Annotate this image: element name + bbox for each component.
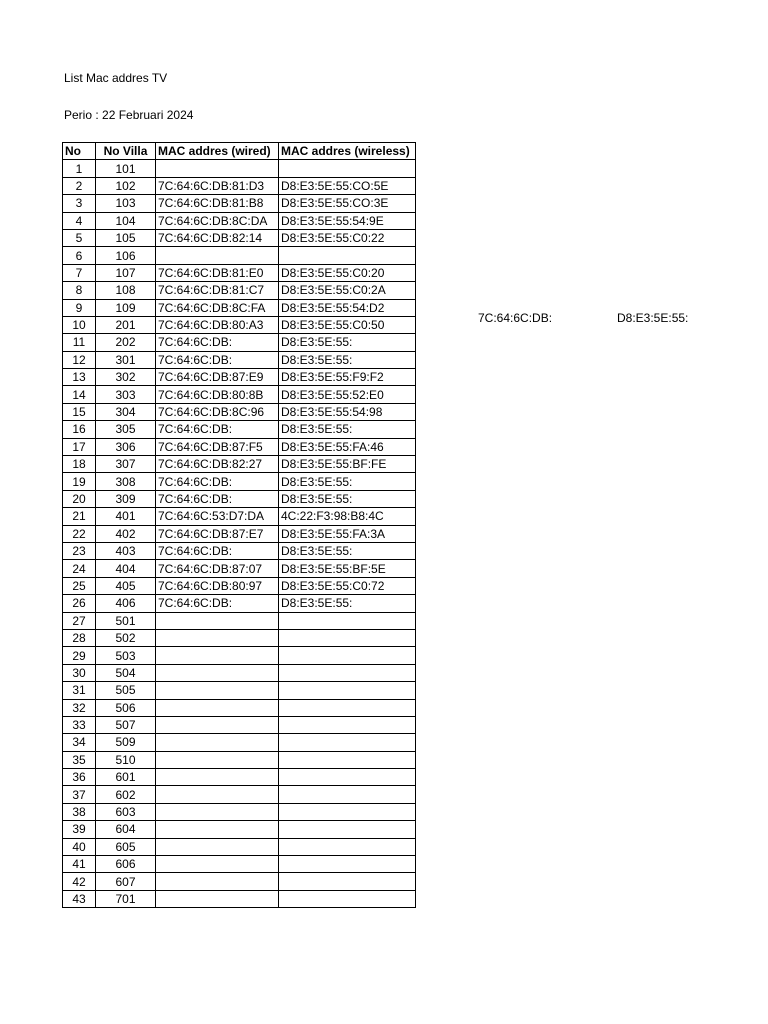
cell-wireless-mac [279, 647, 416, 664]
cell-villa: 302 [96, 369, 156, 386]
table-row [63, 490, 416, 507]
cell-wired-mac: 7C:64:6C:DB:8C:DA [156, 212, 279, 229]
cell-no: 20 [63, 490, 96, 507]
cell-wired-mac: 7C:64:6C:DB:8C:FA [156, 299, 279, 316]
cell-no: 2 [63, 177, 96, 194]
cell-villa: 305 [96, 421, 156, 438]
cell-wireless-mac: D8:E3:5E:55: [279, 421, 416, 438]
cell-wired-mac: 7C:64:6C:DB:81:B8 [156, 195, 279, 212]
cell-villa: 306 [96, 438, 156, 455]
table-row [63, 682, 416, 699]
cell-wireless-mac [279, 160, 416, 177]
table-row [63, 195, 416, 212]
cell-villa: 602 [96, 786, 156, 803]
cell-wired-mac: 7C:64:6C:DB: [156, 351, 279, 368]
table-row [63, 769, 416, 786]
cell-wired-mac [156, 838, 279, 855]
cell-wireless-mac [279, 734, 416, 751]
cell-wired-mac [156, 873, 279, 890]
cell-villa: 503 [96, 647, 156, 664]
cell-wired-mac: 7C:64:6C:DB: [156, 334, 279, 351]
cell-wired-mac: 7C:64:6C:DB:8C:96 [156, 403, 279, 420]
table-row [63, 386, 416, 403]
cell-wired-mac: 7C:64:6C:DB:87:F5 [156, 438, 279, 455]
cell-villa: 501 [96, 612, 156, 629]
cell-villa: 109 [96, 299, 156, 316]
cell-villa: 105 [96, 229, 156, 246]
cell-wireless-mac [279, 664, 416, 681]
table-row [63, 577, 416, 594]
table-row [63, 264, 416, 281]
table-row [63, 160, 416, 177]
cell-wireless-mac: 4C:22:F3:98:B8:4C [279, 508, 416, 525]
cell-wireless-mac [279, 873, 416, 890]
cell-wired-mac [156, 786, 279, 803]
cell-villa: 404 [96, 560, 156, 577]
table-row [63, 595, 416, 612]
table-row [63, 821, 416, 838]
cell-villa: 304 [96, 403, 156, 420]
cell-no: 3 [63, 195, 96, 212]
cell-wireless-mac [279, 247, 416, 264]
cell-wired-mac: 7C:64:6C:DB: [156, 542, 279, 559]
cell-no: 1 [63, 160, 96, 177]
cell-villa: 504 [96, 664, 156, 681]
table-row [63, 508, 416, 525]
table-header-row [63, 143, 416, 160]
cell-no: 18 [63, 456, 96, 473]
table-row [63, 560, 416, 577]
cell-no: 7 [63, 264, 96, 281]
cell-wired-mac: 7C:64:6C:DB:87:E7 [156, 525, 279, 542]
cell-villa: 309 [96, 490, 156, 507]
cell-villa: 506 [96, 699, 156, 716]
document-period: Perio : 22 Februari 2024 [64, 108, 194, 122]
cell-wired-mac [156, 734, 279, 751]
table-row [63, 890, 416, 907]
table-row [63, 699, 416, 716]
table-row [63, 229, 416, 246]
cell-wireless-mac: D8:E3:5E:55:C0:2A [279, 282, 416, 299]
cell-no: 39 [63, 821, 96, 838]
cell-no: 17 [63, 438, 96, 455]
cell-villa: 106 [96, 247, 156, 264]
cell-villa: 201 [96, 316, 156, 333]
cell-wireless-mac: D8:E3:5E:55:CO:3E [279, 195, 416, 212]
cell-no: 8 [63, 282, 96, 299]
cell-wireless-mac: D8:E3:5E:55: [279, 473, 416, 490]
table-row [63, 282, 416, 299]
side-note-wireless-prefix: D8:E3:5E:55: [617, 311, 689, 325]
cell-no: 21 [63, 508, 96, 525]
table-row [63, 838, 416, 855]
cell-wireless-mac [279, 838, 416, 855]
table-row [63, 421, 416, 438]
table-row [63, 629, 416, 646]
cell-wireless-mac [279, 716, 416, 733]
table-row [63, 751, 416, 768]
cell-wired-mac [156, 664, 279, 681]
cell-villa: 601 [96, 769, 156, 786]
table-row [63, 247, 416, 264]
cell-villa: 308 [96, 473, 156, 490]
cell-wireless-mac [279, 890, 416, 907]
cell-wireless-mac: D8:E3:5E:55:FA:3A [279, 525, 416, 542]
cell-no: 5 [63, 229, 96, 246]
cell-no: 33 [63, 716, 96, 733]
cell-wired-mac: 7C:64:6C:DB: [156, 473, 279, 490]
cell-villa: 401 [96, 508, 156, 525]
table-row [63, 212, 416, 229]
cell-wired-mac: 7C:64:6C:DB:81:E0 [156, 264, 279, 281]
table-row [63, 856, 416, 873]
cell-no: 10 [63, 316, 96, 333]
cell-villa: 107 [96, 264, 156, 281]
cell-no: 24 [63, 560, 96, 577]
cell-no: 23 [63, 542, 96, 559]
cell-no: 6 [63, 247, 96, 264]
table-row [63, 664, 416, 681]
cell-villa: 301 [96, 351, 156, 368]
cell-villa: 502 [96, 629, 156, 646]
cell-no: 31 [63, 682, 96, 699]
cell-wired-mac [156, 803, 279, 820]
cell-wireless-mac [279, 699, 416, 716]
cell-wired-mac: 7C:64:6C:DB:80:A3 [156, 316, 279, 333]
cell-wired-mac: 7C:64:6C:DB:81:D3 [156, 177, 279, 194]
cell-no: 35 [63, 751, 96, 768]
cell-wireless-mac [279, 786, 416, 803]
cell-wired-mac [156, 612, 279, 629]
table-row [63, 299, 416, 316]
cell-villa: 307 [96, 456, 156, 473]
cell-villa: 406 [96, 595, 156, 612]
cell-wireless-mac: D8:E3:5E:55:F9:F2 [279, 369, 416, 386]
cell-villa: 604 [96, 821, 156, 838]
cell-no: 30 [63, 664, 96, 681]
table-row [63, 716, 416, 733]
cell-villa: 701 [96, 890, 156, 907]
cell-wired-mac: 7C:64:6C:DB:80:97 [156, 577, 279, 594]
cell-wired-mac [156, 682, 279, 699]
cell-no: 41 [63, 856, 96, 873]
cell-no: 32 [63, 699, 96, 716]
cell-wireless-mac: D8:E3:5E:55: [279, 334, 416, 351]
table-row [63, 873, 416, 890]
cell-no: 28 [63, 629, 96, 646]
cell-wireless-mac: D8:E3:5E:55:54:98 [279, 403, 416, 420]
table-row [63, 351, 416, 368]
cell-villa: 101 [96, 160, 156, 177]
cell-villa: 103 [96, 195, 156, 212]
cell-wireless-mac [279, 769, 416, 786]
mac-address-table [62, 142, 416, 908]
cell-wireless-mac: D8:E3:5E:55:BF:FE [279, 456, 416, 473]
cell-no: 16 [63, 421, 96, 438]
cell-no: 38 [63, 803, 96, 820]
cell-wired-mac [156, 716, 279, 733]
cell-villa: 202 [96, 334, 156, 351]
document-title: List Mac addres TV [64, 71, 168, 85]
cell-no: 13 [63, 369, 96, 386]
cell-wireless-mac [279, 821, 416, 838]
cell-no: 15 [63, 403, 96, 420]
table-row [63, 647, 416, 664]
cell-wired-mac [156, 699, 279, 716]
cell-villa: 607 [96, 873, 156, 890]
table-row [63, 334, 416, 351]
cell-no: 43 [63, 890, 96, 907]
cell-wireless-mac: D8:E3:5E:55: [279, 490, 416, 507]
cell-no: 14 [63, 386, 96, 403]
side-note-wired-prefix: 7C:64:6C:DB: [478, 311, 553, 325]
cell-no: 36 [63, 769, 96, 786]
table-row [63, 369, 416, 386]
cell-villa: 505 [96, 682, 156, 699]
cell-no: 25 [63, 577, 96, 594]
cell-villa: 510 [96, 751, 156, 768]
table-row [63, 403, 416, 420]
cell-villa: 605 [96, 838, 156, 855]
cell-wired-mac: 7C:64:6C:DB:87:E9 [156, 369, 279, 386]
cell-wireless-mac: D8:E3:5E:55: [279, 542, 416, 559]
cell-wired-mac: 7C:64:6C:DB: [156, 595, 279, 612]
table-row [63, 734, 416, 751]
cell-no: 42 [63, 873, 96, 890]
cell-wireless-mac [279, 612, 416, 629]
cell-wired-mac [156, 247, 279, 264]
cell-wired-mac [156, 856, 279, 873]
cell-wired-mac [156, 821, 279, 838]
cell-wired-mac: 7C:64:6C:DB:82:14 [156, 229, 279, 246]
table-row [63, 316, 416, 333]
cell-wired-mac [156, 751, 279, 768]
cell-wired-mac [156, 769, 279, 786]
table-row [63, 803, 416, 820]
table-body [63, 160, 416, 908]
cell-wired-mac [156, 629, 279, 646]
cell-no: 12 [63, 351, 96, 368]
table-row [63, 786, 416, 803]
cell-wireless-mac: D8:E3:5E:55:C0:20 [279, 264, 416, 281]
cell-no: 34 [63, 734, 96, 751]
table-row [63, 177, 416, 194]
cell-wired-mac: 7C:64:6C:53:D7:DA [156, 508, 279, 525]
cell-no: 26 [63, 595, 96, 612]
cell-no: 29 [63, 647, 96, 664]
cell-wired-mac: 7C:64:6C:DB:80:8B [156, 386, 279, 403]
cell-wireless-mac [279, 856, 416, 873]
cell-villa: 102 [96, 177, 156, 194]
cell-no: 22 [63, 525, 96, 542]
table-row [63, 612, 416, 629]
cell-wireless-mac: D8:E3:5E:55:54:9E [279, 212, 416, 229]
cell-villa: 405 [96, 577, 156, 594]
cell-wireless-mac: D8:E3:5E:55:CO:5E [279, 177, 416, 194]
cell-wireless-mac [279, 803, 416, 820]
cell-wireless-mac: D8:E3:5E:55:54:D2 [279, 299, 416, 316]
cell-no: 4 [63, 212, 96, 229]
cell-villa: 606 [96, 856, 156, 873]
table-row [63, 542, 416, 559]
header-wireless-mac: MAC addres (wireless) [279, 143, 416, 160]
cell-no: 37 [63, 786, 96, 803]
cell-wired-mac [156, 647, 279, 664]
table-row [63, 456, 416, 473]
header-villa: No Villa [96, 143, 156, 160]
cell-wireless-mac [279, 629, 416, 646]
cell-wireless-mac [279, 682, 416, 699]
cell-wireless-mac: D8:E3:5E:55: [279, 595, 416, 612]
cell-wireless-mac: D8:E3:5E:55: [279, 351, 416, 368]
cell-wired-mac: 7C:64:6C:DB: [156, 421, 279, 438]
cell-villa: 509 [96, 734, 156, 751]
table-row [63, 525, 416, 542]
cell-wireless-mac: D8:E3:5E:55:C0:50 [279, 316, 416, 333]
table-row [63, 473, 416, 490]
cell-wireless-mac [279, 751, 416, 768]
cell-wired-mac: 7C:64:6C:DB:87:07 [156, 560, 279, 577]
header-no: No [63, 143, 96, 160]
table-row [63, 438, 416, 455]
header-wired-mac: MAC addres (wired) [156, 143, 279, 160]
cell-wired-mac [156, 160, 279, 177]
cell-villa: 402 [96, 525, 156, 542]
cell-no: 40 [63, 838, 96, 855]
cell-wired-mac: 7C:64:6C:DB: [156, 490, 279, 507]
cell-villa: 507 [96, 716, 156, 733]
cell-wireless-mac: D8:E3:5E:55:FA:46 [279, 438, 416, 455]
cell-villa: 403 [96, 542, 156, 559]
cell-wireless-mac: D8:E3:5E:55:BF:5E [279, 560, 416, 577]
cell-wireless-mac: D8:E3:5E:55:C0:22 [279, 229, 416, 246]
cell-wireless-mac: D8:E3:5E:55:52:E0 [279, 386, 416, 403]
cell-wired-mac: 7C:64:6C:DB:82:27 [156, 456, 279, 473]
cell-no: 19 [63, 473, 96, 490]
cell-villa: 303 [96, 386, 156, 403]
cell-no: 11 [63, 334, 96, 351]
cell-wireless-mac: D8:E3:5E:55:C0:72 [279, 577, 416, 594]
cell-wired-mac [156, 890, 279, 907]
cell-villa: 104 [96, 212, 156, 229]
cell-no: 27 [63, 612, 96, 629]
cell-villa: 108 [96, 282, 156, 299]
cell-wired-mac: 7C:64:6C:DB:81:C7 [156, 282, 279, 299]
cell-villa: 603 [96, 803, 156, 820]
cell-no: 9 [63, 299, 96, 316]
